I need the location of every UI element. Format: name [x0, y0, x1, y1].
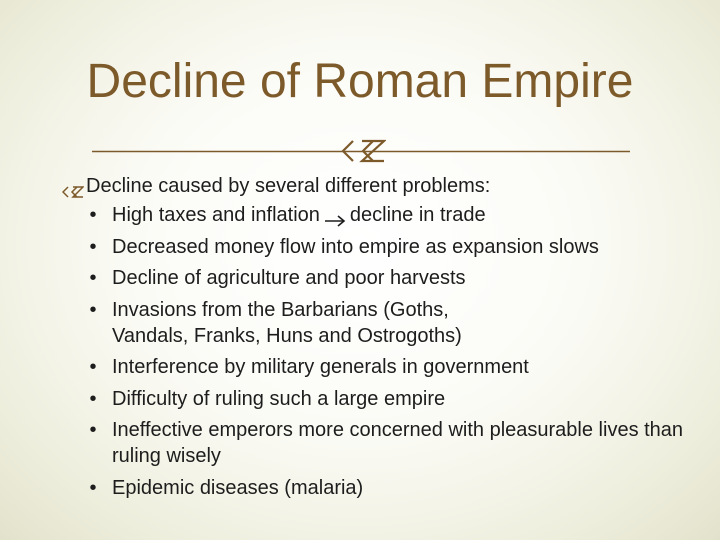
list-item-text: Epidemic diseases (malaria) — [112, 476, 364, 499]
list-item-text: Invasions from the Barbarians (Goths, Vandals, Franks, Huns and Ostrogoths) — [112, 298, 462, 347]
bracket-ornament-icon — [340, 137, 386, 165]
bullet-list — [86, 202, 706, 506]
list-item-text: Decreased money flow into empire as expansion slows — [112, 235, 599, 258]
bullet-dot: • — [89, 204, 97, 226]
list-item-text: Interference by military generals in government — [112, 356, 529, 378]
bullet-dot: • — [89, 387, 97, 410]
bullet-dot: • — [89, 356, 97, 378]
list-item — [86, 297, 706, 349]
list-item — [86, 354, 706, 380]
bullet-dot: • — [89, 419, 97, 441]
list-item — [86, 475, 706, 501]
list-item-text: Decline of agriculture and poor harvests — [112, 267, 466, 289]
list-item-arrow-text: decline in trade — [349, 204, 486, 226]
list-item-text: High taxes and inflation — [112, 204, 320, 226]
list-item-text: Ineffective emperors more concerned with pleasurable lives than ruling wisely — [112, 419, 684, 467]
bullet-dot: • — [89, 267, 97, 289]
list-item — [86, 234, 706, 260]
bracket-bullet-icon — [62, 180, 84, 194]
bullet-dot: • — [89, 235, 97, 258]
list-item-text: Difficulty of ruling such a large empire — [112, 387, 446, 410]
slide-title: Decline of Roman Empire — [86, 55, 634, 108]
list-item — [86, 265, 706, 291]
right-arrow-icon — [323, 209, 347, 223]
list-item — [86, 202, 706, 228]
main-point-text: Decline caused by several different problems: — [86, 175, 491, 197]
list-item — [86, 386, 706, 412]
bullet-dot: • — [89, 476, 97, 499]
main-point — [62, 173, 490, 199]
bullet-dot: • — [89, 298, 97, 321]
list-item — [86, 417, 706, 469]
